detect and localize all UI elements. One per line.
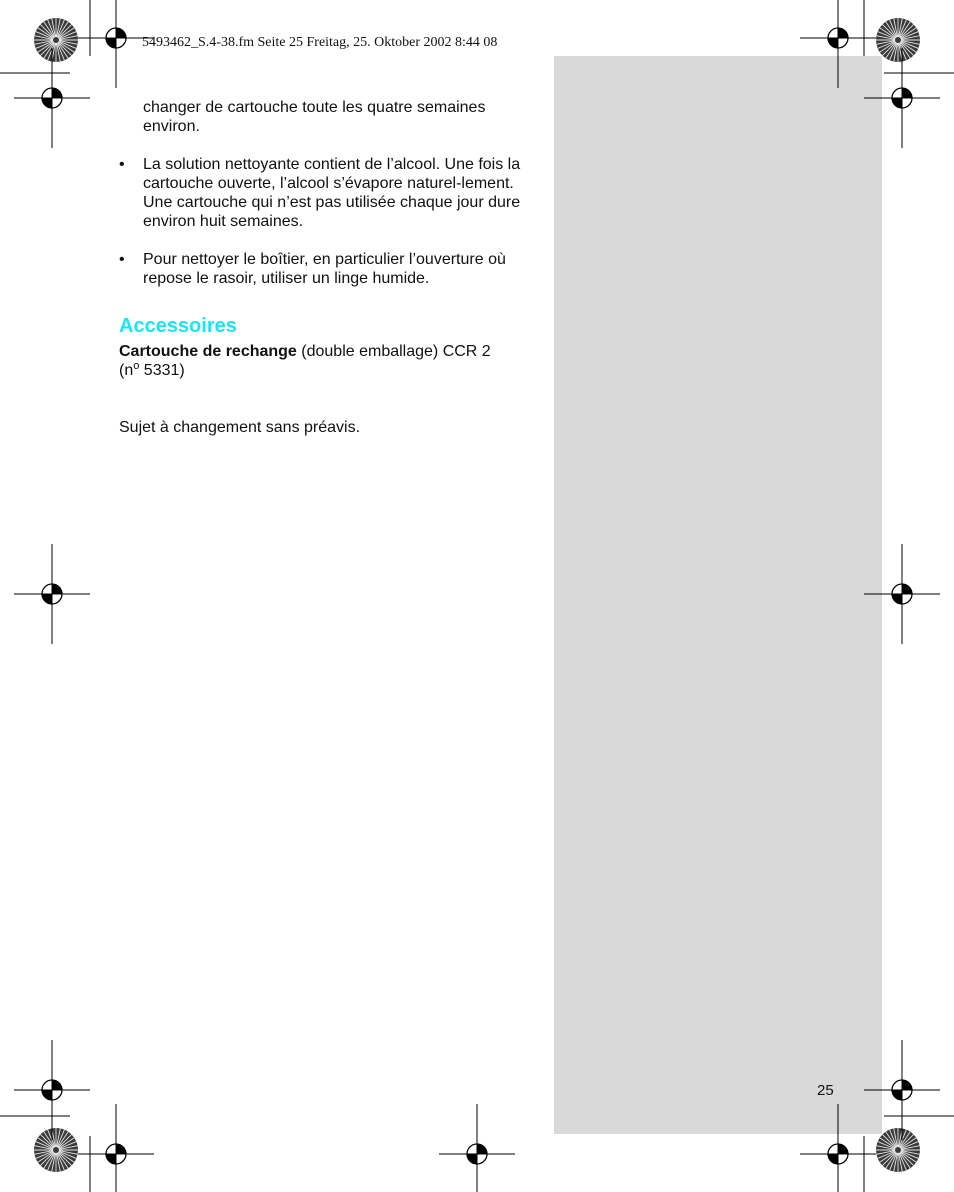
registration-crosshair-icon	[800, 0, 876, 88]
list-item	[119, 155, 539, 231]
registration-starburst-icon	[34, 1128, 78, 1172]
registration-crosshair-icon	[439, 1104, 515, 1192]
accessory-number: 5331)	[139, 362, 185, 379]
registration-crosshair-icon	[78, 1104, 154, 1192]
accessory-description: (double emballage) CCR 2	[296, 343, 491, 360]
bullet-marker: •	[119, 251, 125, 268]
accessory-item	[119, 342, 539, 380]
page-content	[119, 98, 539, 437]
accessory-number-sup: o	[133, 360, 140, 372]
bullet-text: Pour nettoyer le boîtier, en particulier l’ouverture où repose le rasoir, utiliser un linge humide.	[143, 251, 506, 287]
registration-crosshair-icon	[14, 48, 90, 148]
registration-starburst-icon	[876, 1128, 920, 1172]
registration-crosshair-icon	[864, 1040, 940, 1140]
registration-starburst-icon	[876, 18, 920, 62]
registration-crosshair-icon	[14, 544, 90, 644]
page-number: 25	[817, 1082, 834, 1099]
bullet-marker: •	[119, 156, 125, 173]
accessories-heading: Accessoires	[119, 315, 237, 337]
print-slug: 5493462_S.4-38.fm Seite 25 Freitag, 25. Oktober 2002 8:44 08	[142, 35, 498, 50]
registration-crosshair-icon	[800, 1104, 876, 1192]
continued-text: changer de cartouche toute les quatre semaines environ.	[143, 99, 486, 135]
list-item	[119, 250, 539, 288]
bullet-text: La solution nettoyante contient de l’alcool. Une fois la cartouche ouverte, l’alcool s’évapore naturel-lement. Une cartouche qui n’est pas utilisée chaque jour dure environ huit semaines.	[143, 156, 521, 230]
change-notice: Sujet à changement sans préavis.	[119, 419, 361, 436]
accessory-name: Cartouche de rechange	[119, 343, 297, 360]
registration-crosshair-icon	[14, 1040, 90, 1140]
accessory-number-open: (n	[119, 362, 134, 379]
registration-crosshair-icon	[78, 0, 154, 88]
registration-starburst-icon	[34, 18, 78, 62]
registration-crosshair-icon	[864, 48, 940, 148]
registration-crosshair-icon	[864, 544, 940, 644]
